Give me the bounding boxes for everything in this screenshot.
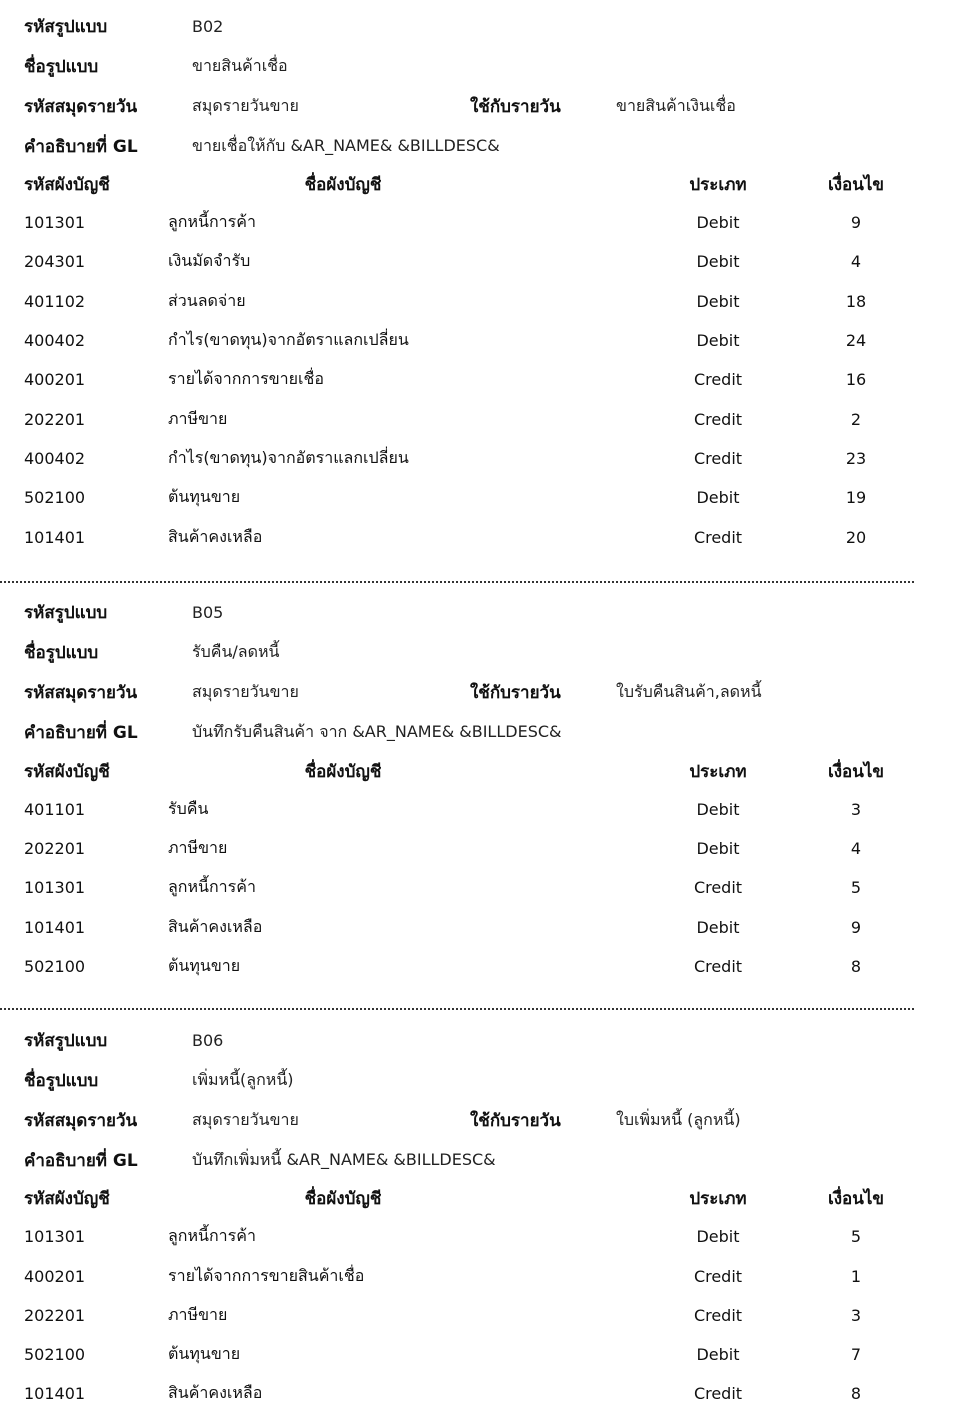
table-row [24,478,914,517]
account-code: 101301 [24,878,86,898]
gl-description-value: ขายเชื่อให้กับ &AR_NAME& &BILLDESC& [192,135,500,155]
account-type: Credit [693,1305,743,1325]
account-type: Debit [696,488,740,508]
table-row [24,868,914,907]
col-condition: เงื่อนไข [827,175,885,195]
journal-code-value: สมุดรายวันขาย [192,95,299,115]
template-code-value: B02 [192,16,224,36]
col-account-code: รหัสผังบัญชี [24,1189,110,1210]
gl-description-label: คำอธิบายที่ GL [24,1150,138,1171]
table-row [24,1374,914,1413]
account-code: 202201 [24,1305,86,1325]
col-condition: เงื่อนไข [827,1189,885,1210]
col-type: ประเภท [689,175,747,195]
account-type: Debit [696,252,740,272]
account-name: กำไร(ขาดทุน)จากอัตราแลกเปลี่ยน [168,447,409,467]
account-condition: 18 [845,291,867,311]
table-row [24,908,914,947]
account-condition: 2 [850,409,862,429]
account-type: Credit [693,448,743,468]
template-name-row [24,46,914,86]
account-type: Credit [693,409,743,429]
col-account-code: รหัสผังบัญชี [24,175,110,195]
journal-code-value: สมุดรายวันขาย [192,682,299,702]
account-name: รับคืน [168,798,209,818]
template-name-label: ชื่อรูปแบบ [24,56,99,77]
account-code: 202201 [24,409,86,429]
account-condition: 3 [850,1305,862,1325]
template-section-b02 [24,6,914,557]
template-code-value: B06 [192,1030,224,1050]
col-account-code: รหัสผังบัญชี [24,761,110,782]
template-name-row [24,1060,914,1100]
template-name-value: เพิ่มหนี้(ลูกหนี้) [192,1069,294,1089]
table-row [24,439,914,478]
account-condition: 24 [845,331,867,351]
account-condition: 5 [850,1227,862,1247]
account-type: Debit [696,1227,740,1247]
account-code: 204301 [24,252,86,272]
gl-description-value: บันทึกเพิ่มหนี้ &AR_NAME& &BILLDESC& [192,1149,496,1169]
account-condition: 8 [850,957,862,976]
template-section-b06 [24,1020,914,1413]
account-type: Debit [696,1345,740,1365]
col-account-name: ชื่อผังบัญชี [304,1189,382,1210]
table-row [24,790,914,829]
account-name: ต้นทุนขาย [168,956,241,975]
dotted-divider [0,1008,914,1010]
used-with-value: ขายสินค้าเงินเชื่อ [616,95,736,115]
account-condition: 19 [845,488,867,508]
gl-description-label: คำอธิบายที่ GL [24,136,138,157]
account-name: ภาษีขาย [168,408,228,428]
account-name: ต้นทุนขาย [168,487,241,507]
template-code-row [24,1020,914,1060]
table-row [24,242,914,281]
template-name-value: ขายสินค้าเชื่อ [192,55,288,75]
account-condition: 20 [845,527,867,547]
account-name: ลูกหนี้การค้า [168,212,256,232]
account-type: Credit [693,1266,743,1286]
account-condition: 9 [850,213,862,233]
template-name-label: ชื่อรูปแบบ [24,643,99,664]
account-type: Credit [693,370,743,390]
table-row [24,360,914,399]
template-code-label: รหัสรูปแบบ [24,1030,108,1051]
account-type: Debit [696,331,740,351]
account-name: ภาษีขาย [168,1304,228,1324]
account-name: ต้นทุนขาย [168,1344,241,1364]
gl-description-value: บันทึกรับคืนสินค้า จาก &AR_NAME& &BILLDESC& [192,722,562,742]
used-with-label: ใช้กับรายวัน [470,683,561,704]
account-name: ลูกหนี้การค้า [168,1226,256,1246]
template-name-label: ชื่อรูปแบบ [24,1070,99,1091]
account-name: กำไร(ขาดทุน)จากอัตราแลกเปลี่ยน [168,330,409,350]
used-with-value: ใบเพิ่มหนี้ (ลูกหนี้) [616,1109,741,1129]
account-name: เงินมัดจำรับ [168,251,251,271]
used-with-value: ใบรับคืนสินค้า,ลดหนี้ [616,682,762,702]
account-name: ส่วนลดจ่าย [168,290,246,310]
account-type: Credit [693,957,743,976]
gl-description-row [24,1140,914,1180]
account-condition: 16 [845,370,867,390]
account-type: Debit [696,799,740,819]
table-row [24,829,914,868]
table-row [24,1217,914,1256]
account-code: 401102 [24,291,86,311]
gl-template-document [24,0,914,1414]
col-type: ประเภท [689,1189,747,1210]
account-code: 400402 [24,331,86,351]
account-condition: 8 [850,1384,862,1404]
template-code-label: รหัสรูปแบบ [24,603,108,624]
account-condition: 4 [850,839,862,859]
account-name: รายได้จากการขายเชื่อ [168,369,324,389]
account-name: ลูกหนี้การค้า [168,877,256,897]
table-row [24,1296,914,1335]
table-header [24,753,914,790]
journal-code-label: รหัสสมุดรายวัน [24,1110,138,1131]
account-code: 101401 [24,917,86,937]
journal-code-label: รหัสสมุดรายวัน [24,683,138,704]
template-code-row [24,6,914,46]
account-code: 400201 [24,370,86,390]
used-with-label: ใช้กับรายวัน [470,1110,561,1131]
gl-description-label: คำอธิบายที่ GL [24,723,138,744]
table-header [24,1180,914,1217]
account-condition: 9 [850,917,862,937]
col-account-name: ชื่อผังบัญชี [304,175,382,195]
account-type: Credit [693,527,743,547]
journal-row [24,1100,914,1140]
journal-row [24,86,914,126]
account-code: 101301 [24,1227,86,1247]
journal-row [24,673,914,713]
template-code-row [24,593,914,633]
table-row [24,947,914,986]
col-type: ประเภท [689,761,747,782]
gl-description-row [24,126,914,166]
gl-description-row [24,713,914,753]
account-condition: 5 [850,878,862,898]
account-type: Credit [693,878,743,898]
table-row [24,1335,914,1374]
account-code: 101301 [24,213,86,233]
account-type: Debit [696,839,740,859]
table-row [24,282,914,321]
journal-code-label: รหัสสมุดรายวัน [24,96,138,117]
col-condition: เงื่อนไข [827,761,885,782]
account-name: สินค้าคงเหลือ [168,1383,263,1403]
dotted-divider [0,581,914,583]
account-name: สินค้าคงเหลือ [168,526,263,546]
account-condition: 7 [850,1345,862,1365]
table-row [24,517,914,556]
col-account-name: ชื่อผังบัญชี [304,761,382,782]
account-condition: 1 [850,1266,862,1286]
account-type: Debit [696,917,740,937]
account-code: 400201 [24,1266,86,1286]
template-name-row [24,633,914,673]
account-code: 502100 [24,957,86,976]
account-code: 400402 [24,448,86,468]
table-row [24,399,914,438]
account-name: สินค้าคงเหลือ [168,916,263,936]
account-type: Debit [696,213,740,233]
template-name-value: รับคืน/ลดหนี้ [192,642,280,662]
account-name: รายได้จากการขายสินค้าเชื่อ [168,1265,365,1285]
account-condition: 23 [845,448,867,468]
template-section-b05 [24,593,914,986]
template-code-label: รหัสรูปแบบ [24,16,108,37]
account-code: 101401 [24,1384,86,1404]
journal-code-value: สมุดรายวันขาย [192,1109,299,1129]
table-row [24,321,914,360]
account-code: 401101 [24,799,86,819]
account-code: 502100 [24,1345,86,1365]
template-code-value: B05 [192,603,224,623]
table-row [24,1256,914,1295]
used-with-label: ใช้กับรายวัน [470,96,561,117]
table-header [24,166,914,203]
account-condition: 4 [850,252,862,272]
account-condition: 3 [850,799,862,819]
account-type: Credit [693,1384,743,1404]
account-code: 101401 [24,527,86,547]
account-code: 202201 [24,839,86,859]
table-row [24,203,914,242]
account-code: 502100 [24,488,86,508]
account-name: ภาษีขาย [168,838,228,858]
account-type: Debit [696,291,740,311]
